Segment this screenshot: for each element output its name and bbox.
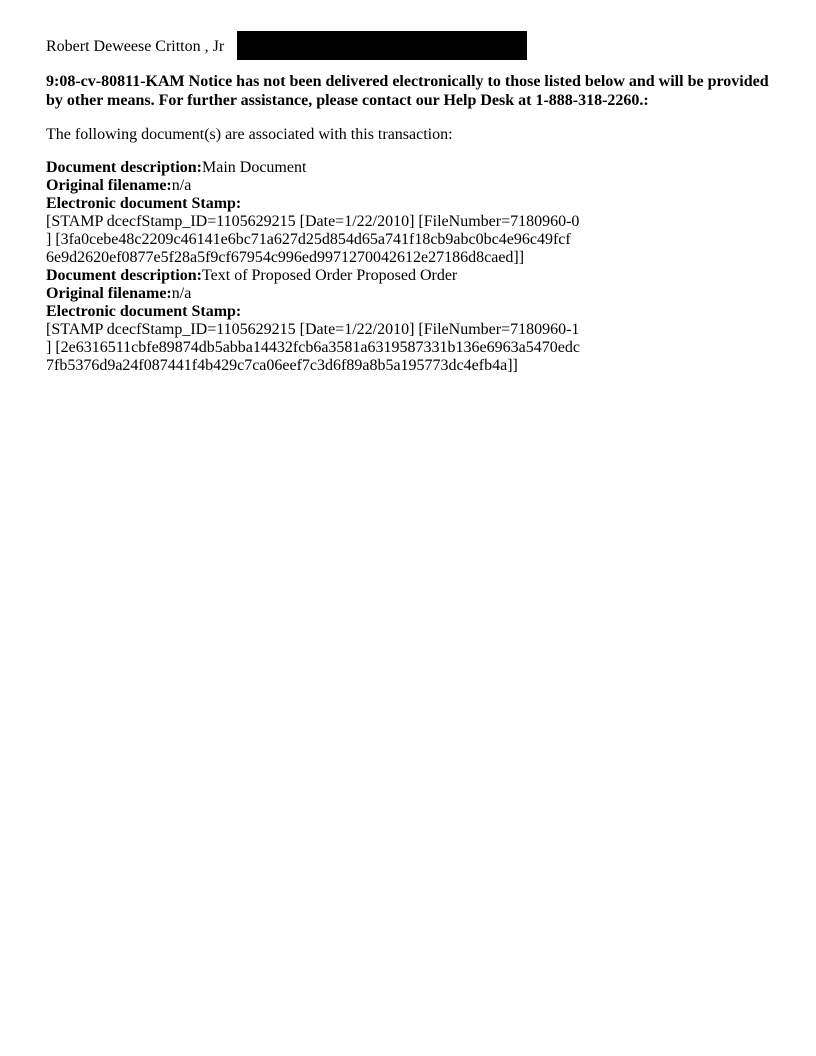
redaction-block — [237, 31, 527, 60]
stamp-line: ] [3fa0cebe48c2209c46141e6bc71a627d25d854d65a741f18cb9abc0bc4e96c49fcf — [46, 231, 571, 248]
stamp-line: ] [2e6316511cbfe89874db5abba14432fcb6a3581a6319587331b136e6963a5470edc — [46, 339, 580, 356]
original-filename-line — [46, 177, 786, 195]
stamp-line: [STAMP dcecfStamp_ID=1105629215 [Date=1/22/2010] [FileNumber=7180960-0 — [46, 213, 580, 230]
document-list — [46, 159, 786, 375]
stamp-line: [STAMP dcecfStamp_ID=1105629215 [Date=1/22/2010] [FileNumber=7180960-1 — [46, 321, 580, 338]
stamp-label: Electronic document Stamp: — [46, 195, 242, 212]
description-label: Document description: — [46, 159, 202, 176]
filename-value: n/a — [171, 285, 192, 302]
description-label: Document description: — [46, 267, 202, 284]
document-description-line — [46, 267, 786, 285]
filename-label: Original filename: — [46, 177, 172, 194]
document-entry — [46, 159, 786, 267]
stamp-label: Electronic document Stamp: — [46, 303, 242, 320]
stamp-line: 6e9d2620ef0877e5f28a5f9cf67954c996ed9971270042612e27186d8caed]] — [46, 249, 525, 266]
delivery-notice: 9:08-cv-80811-KAM Notice has not been delivered electronically to those listed below and will be provided by other means. For further assistance, please contact our Help Desk at 1-888-318-2260.: — [46, 73, 769, 109]
intro-text: The following document(s) are associated with this transaction: — [46, 126, 453, 143]
document-description-line — [46, 159, 786, 177]
recipient-row — [46, 31, 786, 61]
recipient-name: Robert Deweese Critton , Jr — [46, 38, 225, 55]
stamp-line: 7fb5376d9a24f087441f4b429c7ca06eef7c3d6f89a8b5a195773dc4efb4a]] — [46, 357, 518, 374]
description-value: Text of Proposed Order Proposed Order — [201, 267, 458, 284]
description-value: Main Document — [201, 159, 307, 176]
original-filename-line — [46, 285, 786, 303]
filename-label: Original filename: — [46, 285, 172, 302]
filename-value: n/a — [171, 177, 192, 194]
document-entry — [46, 267, 786, 375]
